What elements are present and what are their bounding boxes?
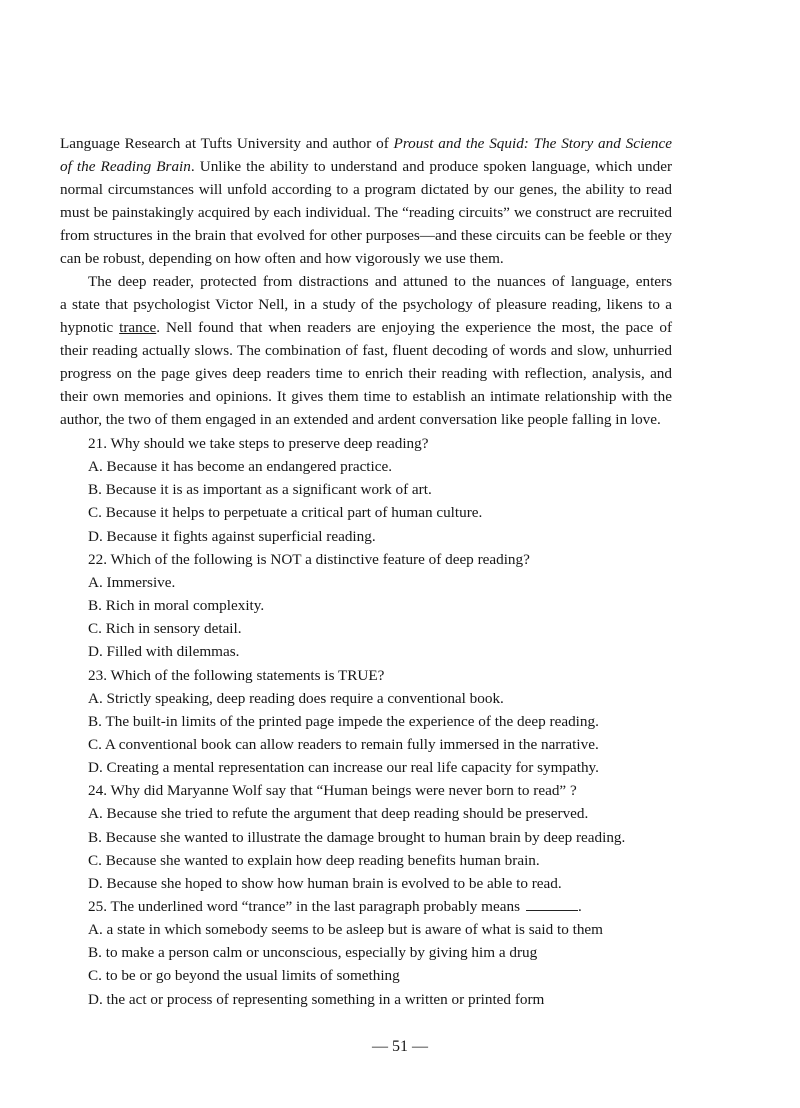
passage-line: a state that psychologist Victor Nell, in a study of the psychology of pleasure reading, likens to a	[60, 296, 672, 313]
passage-line	[60, 318, 672, 338]
passage-line	[60, 157, 672, 177]
answer-option: C. Because she wanted to explain how deep reading benefits human brain.	[88, 851, 540, 869]
answer-option: C. A conventional book can allow readers to remain fully immersed in the narrative.	[88, 735, 599, 753]
question-stem	[88, 666, 700, 686]
answer-option: A. Because it has become an endangered practice.	[88, 458, 393, 476]
answer-option: B. The built-in limits of the printed page impede the experience of the deep reading.	[88, 712, 599, 730]
text: Language Research at Tufts University and author of	[60, 135, 394, 152]
answer-option: D. Because she hoped to show how human brain is evolved to be able to read.	[88, 874, 562, 892]
answer-option: B. Rich in moral complexity.	[88, 597, 265, 615]
answer-option: A. a state in which somebody seems to be asleep but is aware of what is said to them	[88, 921, 603, 939]
book-title: of the Reading Brain	[60, 158, 191, 175]
answer-option: A. Because she tried to refute the argument that deep reading should be preserved.	[88, 805, 589, 823]
passage-line: normal circumstances will unfold according to a program dictated by our genes, the ability to read	[60, 181, 672, 198]
passage-line: must be painstakingly acquired by each individual. The “reading circuits” we construct are recruited	[60, 204, 672, 221]
passage-line: The deep reader, protected from distractions and attuned to the nuances of language, enters	[88, 273, 672, 290]
answer-option: C. Because it helps to perpetuate a critical part of human culture.	[88, 504, 483, 522]
text: . Nell found that when readers are enjoying the experience the most, the pace of	[156, 319, 672, 336]
answer-option: D. Because it fights against superficial reading.	[88, 527, 376, 545]
passage-line: progress on the page gives deep readers time to enrich their reading with reflection, analysis, and	[60, 365, 672, 382]
question-text: 25. The underlined word “trance” in the last paragraph probably means	[88, 898, 520, 915]
question-stem	[88, 897, 700, 917]
text: . Unlike the ability to understand and produce spoken language, which under	[190, 158, 673, 175]
passage-line: can be robust, depending on how often and how vigorously we use them.	[60, 250, 504, 267]
answer-option: A. Strictly speaking, deep reading does require a conventional book.	[88, 689, 504, 707]
passage-line: their reading actually slows. The combination of fast, fluent decoding of words and slow, unhurried	[60, 342, 672, 359]
answer-option: C. Rich in sensory detail.	[88, 620, 242, 638]
punctuation: .	[577, 898, 582, 915]
answer-option: D. Creating a mental representation can increase our real life capacity for sympathy.	[88, 759, 599, 777]
answer-option: A. Immersive.	[88, 573, 176, 591]
answer-option: B. to make a person calm or unconscious, especially by giving him a drug	[88, 944, 538, 962]
book-title: Proust and the Squid: The Story and Science	[393, 135, 672, 152]
answer-blank	[526, 898, 578, 911]
text: hypnotic	[60, 319, 120, 336]
passage-line	[60, 134, 672, 154]
answer-option: D. Filled with dilemmas.	[88, 643, 240, 661]
passage-line: their own memories and opinions. It gives them time to establish an intimate relationship with the	[60, 388, 672, 405]
answer-option: B. Because she wanted to illustrate the damage brought to human brain by deep reading.	[88, 828, 626, 846]
question-text: 22. Which of the following is NOT a distinctive feature of deep reading?	[88, 550, 530, 568]
question-stem	[88, 781, 700, 801]
answer-option: C. to be or go beyond the usual limits of something	[88, 967, 400, 985]
question-stem	[88, 550, 700, 570]
page-number: — 51 —	[372, 1038, 428, 1055]
passage-line: from structures in the brain that evolved for other purposes—and these circuits can be feeble or they	[60, 227, 672, 244]
answer-option: B. Because it is as important as a significant work of art.	[88, 481, 432, 499]
passage-line: author, the two of them engaged in an extended and ardent conversation like people falling in love.	[60, 411, 661, 428]
question-text: 24. Why did Maryanne Wolf say that “Human beings were never born to read” ?	[88, 782, 577, 800]
question-text: 21. Why should we take steps to preserve deep reading?	[88, 435, 429, 452]
answer-option: D. the act or process of representing something in a written or printed form	[88, 990, 545, 1008]
question-text: 23. Which of the following statements is TRUE?	[88, 666, 385, 684]
underlined-word: trance	[119, 319, 157, 336]
question-stem	[88, 434, 700, 454]
